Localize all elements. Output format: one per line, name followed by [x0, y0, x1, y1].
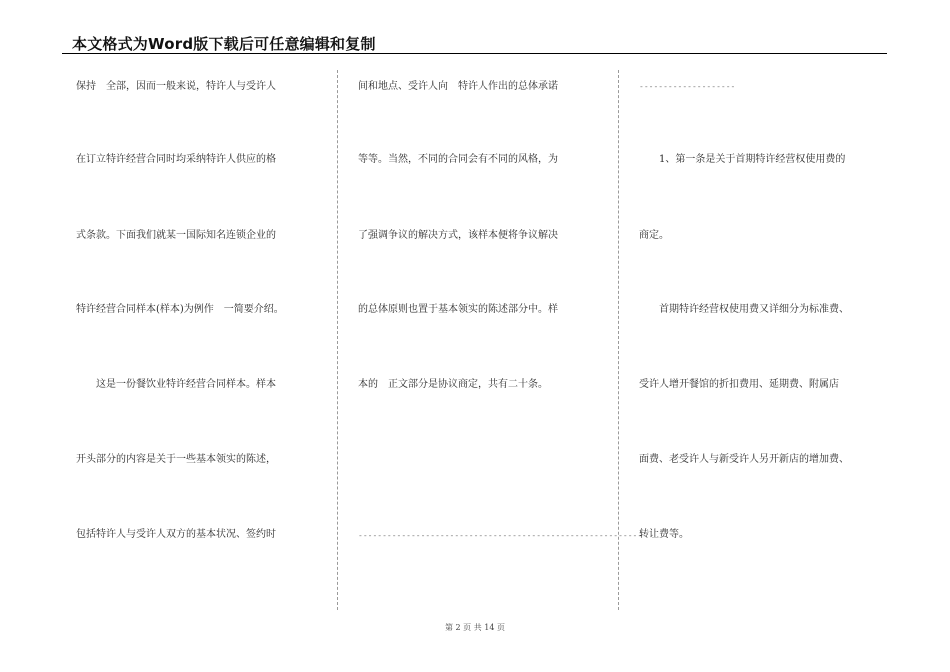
- middle-column-line: 的总体原则也置于基本领实的陈述部分中。样: [358, 304, 558, 315]
- right-column-line: 商定。: [639, 230, 669, 241]
- column-divider-left: [337, 70, 338, 610]
- middle-column-separator: ------------------------------------------------------------: [358, 531, 647, 540]
- right-column-separator: --------------------: [639, 82, 736, 91]
- middle-column-line: 间和地点、受许人向 特许人作出的总体承诺: [358, 81, 558, 92]
- left-column-line: 保持 全部，因而一般来说，特许人与受许人: [76, 81, 276, 92]
- left-column-line: 式条款。下面我们就某一国际知名连锁企业的: [76, 230, 276, 241]
- middle-column-line: 了强调争议的解决方式，该样本便将争议解决: [358, 230, 558, 241]
- right-column-line: 受许人增开餐馆的折扣费用、延期费、附属店: [639, 379, 839, 390]
- middle-column-line: 等等。当然，不同的合同会有不同的风格，为: [358, 154, 558, 165]
- right-column-line: 首期特许经营权使用费又详细分为标准费、: [639, 304, 849, 315]
- right-column-line: 面费、老受许人与新受许人另开新店的增加费、: [639, 454, 849, 465]
- page-number-footer: 第 2 页 共 14 页: [445, 623, 505, 632]
- right-column-line: 1、第一条是关于首期特许经营权使用费的: [639, 154, 846, 165]
- right-column-line: 转让费等。: [639, 529, 689, 540]
- header-rule: [62, 53, 887, 54]
- column-divider-right: [618, 70, 619, 610]
- left-column-line: 开头部分的内容是关于一些基本领实的陈述，: [76, 454, 276, 465]
- left-column-line: 在订立特许经营合同时均采纳特许人供应的格: [76, 154, 276, 165]
- left-column-line: 这是一份餐饮业特许经营合同样本。样本: [76, 379, 276, 390]
- document-header-title: 本文格式为Word版下载后可任意编辑和复制: [72, 35, 376, 53]
- middle-column-line: 本的 正文部分是协议商定，共有二十条。: [358, 379, 548, 390]
- left-column-line: 特许经营合同样本(样本)为例作 一简要介绍。: [76, 304, 284, 315]
- left-column-line: 包括特许人与受许人双方的基本状况、签约时: [76, 529, 276, 540]
